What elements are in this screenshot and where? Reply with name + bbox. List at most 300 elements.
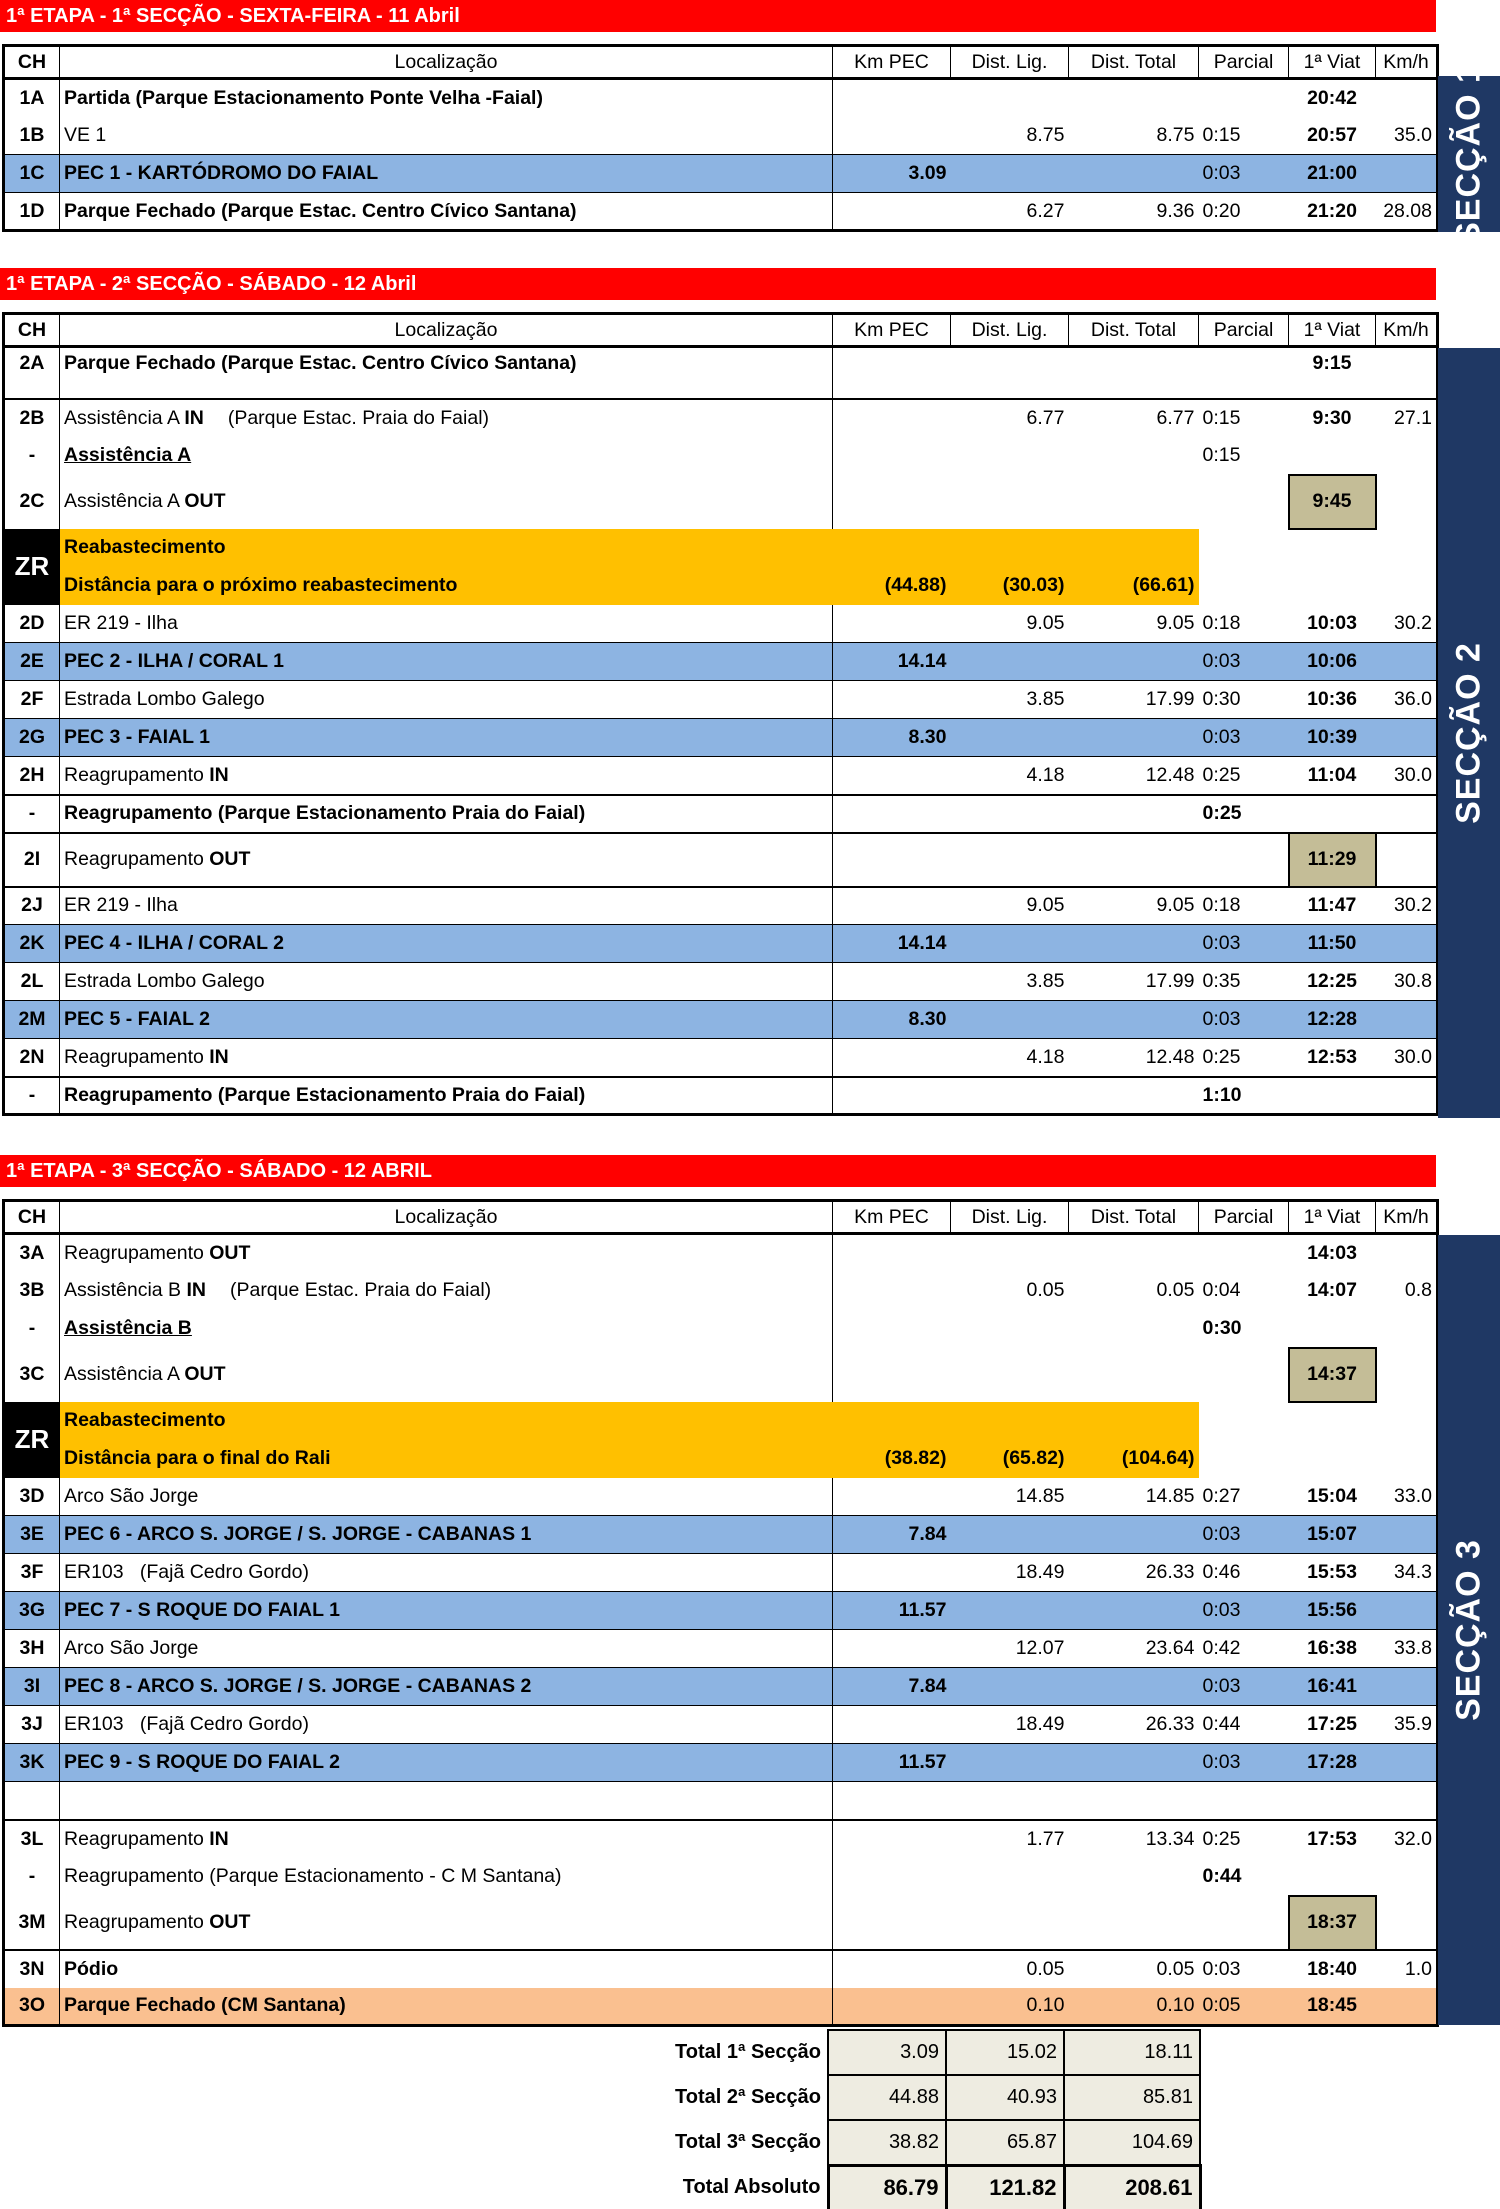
table-row xyxy=(4,795,1438,833)
viat-cell xyxy=(1289,1402,1376,1440)
ch-cell: - xyxy=(4,795,60,833)
parcial-cell: 0:03 xyxy=(1199,1001,1289,1039)
viat-cell: 11:47 xyxy=(1289,887,1376,925)
ch-cell: - xyxy=(4,437,60,475)
dist-lig-cell xyxy=(951,1001,1069,1039)
zr-label: Reabastecimento xyxy=(60,529,1199,567)
km-pec-cell xyxy=(833,347,951,399)
parcial-cell: 0:05 xyxy=(1199,1988,1289,2026)
col-parcial: Parcial xyxy=(1199,314,1289,347)
location-cell: VE 1 xyxy=(60,117,833,155)
dist-lig-cell xyxy=(951,1310,1069,1348)
ch-cell: 3E xyxy=(4,1516,60,1554)
kmh-cell xyxy=(1376,1234,1438,1272)
km-pec-cell xyxy=(833,1988,951,2026)
dist-lig-cell: 18.49 xyxy=(1015,1713,1065,1735)
location-cell xyxy=(60,1782,833,1820)
col-parcial: Parcial xyxy=(1199,46,1289,79)
location-cell xyxy=(60,1896,833,1950)
dist-total-cell: (66.61) xyxy=(1069,567,1199,605)
total-label: Total Absoluto xyxy=(682,2176,821,2198)
dist-total-cell: 12.48 xyxy=(1145,763,1195,786)
dist-total-cell xyxy=(1069,833,1199,887)
parcial-cell: 0:30 xyxy=(1202,688,1241,710)
location-cell: ER103 (Fajã Cedro Gordo) xyxy=(60,1554,833,1592)
section-2-band xyxy=(1438,348,1500,1118)
table-row xyxy=(4,1744,1438,1782)
total-label: Total 3ª Secção xyxy=(675,2131,821,2153)
location-text: Assistência A xyxy=(64,1363,185,1385)
kmh-cell xyxy=(1376,1592,1438,1630)
location-cell: PEC 3 - FAIAL 1 xyxy=(60,719,833,757)
kmh-cell xyxy=(1376,833,1438,887)
viat-cell: 10:39 xyxy=(1289,719,1376,757)
parcial-cell: 0:44 xyxy=(1202,1713,1241,1735)
ch-cell: 3H xyxy=(4,1630,60,1668)
table-row xyxy=(4,475,1438,529)
viat-cell: 21:20 xyxy=(1289,193,1376,231)
dist-total-cell: 17.99 xyxy=(1145,688,1195,710)
viat-cell: 16:41 xyxy=(1289,1668,1376,1706)
ch-cell: 1B xyxy=(4,117,60,155)
location-cell: ER103 (Fajã Cedro Gordo) xyxy=(60,1706,833,1744)
section-1-title: 1ª ETAPA - 1ª SECÇÃO - SEXTA-FEIRA - 11 Abril xyxy=(0,0,1436,32)
dist-total-cell: 0.10 xyxy=(1069,1988,1199,2026)
table-row xyxy=(4,1668,1438,1706)
location-in-out: OUT xyxy=(184,1363,226,1385)
parcial-cell xyxy=(1199,1782,1289,1820)
ch-cell: 3A xyxy=(4,1234,60,1272)
location-text: Assistência B xyxy=(64,1317,192,1339)
col-kmh: Km/h xyxy=(1376,46,1438,79)
location-cell: Arco São Jorge xyxy=(60,1630,833,1668)
kmh-cell xyxy=(1376,719,1438,757)
kmh-cell xyxy=(1376,529,1438,567)
viat-cell: 9:15 xyxy=(1312,352,1352,374)
viat-cell: 15:07 xyxy=(1289,1516,1376,1554)
parcial-cell: 0:35 xyxy=(1202,970,1241,992)
table-header xyxy=(4,46,1438,79)
parcial-cell: 0:46 xyxy=(1202,1561,1241,1583)
total-km-pec: 44.88 xyxy=(828,2075,946,2120)
ch-cell: - xyxy=(4,1310,60,1348)
kmh-cell xyxy=(1376,925,1438,963)
dist-total-cell xyxy=(1069,347,1199,399)
parcial-cell: 0:03 xyxy=(1199,155,1289,193)
viat-cell: 15:56 xyxy=(1289,1592,1376,1630)
location-text: Reagrupamento xyxy=(64,848,210,870)
ch-cell: 2E xyxy=(4,643,60,681)
ch-cell: 2A xyxy=(4,347,60,399)
table-row xyxy=(4,1782,1438,1820)
location-in-out: IN xyxy=(209,763,229,786)
section-2-band-label: SECÇÃO 2 xyxy=(1449,642,1488,824)
kmh-cell xyxy=(1376,1001,1438,1039)
ch-cell: - xyxy=(4,1858,60,1896)
col-km-pec: Km PEC xyxy=(833,314,951,347)
location-cell: Estrada Lombo Galego xyxy=(60,963,833,1001)
col-km-pec: Km PEC xyxy=(833,46,951,79)
dist-lig-cell: 1.77 xyxy=(951,1820,1069,1858)
location-in-out: OUT xyxy=(209,1910,251,1933)
location-cell xyxy=(60,1272,833,1310)
table-row xyxy=(4,1820,1438,1858)
table-row xyxy=(4,963,1438,1001)
dist-lig-cell: 6.27 xyxy=(951,193,1069,231)
location-in-out: OUT xyxy=(184,490,226,512)
dist-lig-cell: 9.05 xyxy=(1026,611,1065,634)
kmh-cell xyxy=(1376,1348,1438,1402)
viat-cell xyxy=(1289,1440,1376,1478)
total-row xyxy=(0,2120,1200,2165)
col-1a-viat: 1ª Viat xyxy=(1289,46,1376,79)
kmh-cell xyxy=(1376,475,1438,529)
dist-lig-cell xyxy=(951,1234,1069,1272)
total-dist-total: 85.81 xyxy=(1064,2075,1200,2120)
total-row xyxy=(0,2075,1200,2120)
parcial-cell: 0:03 xyxy=(1199,1668,1289,1706)
section-3-band-label: SECÇÃO 3 xyxy=(1449,1539,1488,1721)
viat-cell: 17:53 xyxy=(1289,1820,1376,1858)
section-1 xyxy=(0,0,1500,245)
table-row xyxy=(4,643,1438,681)
dist-lig-cell: 3.85 xyxy=(1026,970,1065,992)
km-pec-cell xyxy=(833,79,951,117)
total-dist-lig: 15.02 xyxy=(946,2030,1064,2075)
kmh-cell xyxy=(1376,1896,1438,1950)
dist-total-cell xyxy=(1069,1668,1199,1706)
ch-cell: 2C xyxy=(4,475,60,529)
location-in-out: OUT xyxy=(209,848,251,870)
viat-cell: 11:50 xyxy=(1289,925,1376,963)
table-row xyxy=(4,193,1438,231)
kmh-cell: 33.0 xyxy=(1376,1478,1438,1516)
total-km-pec: 3.09 xyxy=(828,2030,946,2075)
viat-cell: 12:25 xyxy=(1307,970,1357,992)
total-km-pec: 86.79 xyxy=(828,2165,946,2209)
col-1a-viat: 1ª Viat xyxy=(1289,1201,1376,1234)
km-pec-cell xyxy=(833,117,951,155)
table-row xyxy=(4,437,1438,475)
km-pec-cell xyxy=(833,1706,951,1744)
location-cell: PEC 7 - S ROQUE DO FAIAL 1 xyxy=(60,1592,833,1630)
ch-cell: 3I xyxy=(4,1668,60,1706)
km-pec-cell xyxy=(833,1554,951,1592)
section-3-table xyxy=(2,1199,1439,2027)
table-row xyxy=(4,1630,1438,1668)
location-cell: Estrada Lombo Galego xyxy=(60,681,833,719)
parcial-cell: 0:25 xyxy=(1199,1820,1289,1858)
dist-total-cell xyxy=(1069,1896,1199,1950)
dist-total-cell: 6.77 xyxy=(1069,399,1199,437)
dist-lig-cell xyxy=(951,719,1069,757)
kmh-cell xyxy=(1376,79,1438,117)
parcial-cell: 0:25 xyxy=(1199,795,1289,833)
zr-distance-label: Distância para o próximo reabastecimento xyxy=(60,567,833,605)
parcial-cell: 0:27 xyxy=(1202,1484,1241,1507)
parcial-cell: 0:15 xyxy=(1202,123,1241,146)
viat-cell: 11:29 xyxy=(1289,833,1376,887)
dist-lig-cell: (30.03) xyxy=(951,567,1069,605)
viat-cell: 18:37 xyxy=(1289,1896,1376,1950)
kmh-cell: 34.3 xyxy=(1376,1554,1438,1592)
parcial-cell: 0:18 xyxy=(1202,611,1241,634)
dist-total-cell: 23.64 xyxy=(1145,1637,1195,1659)
kmh-cell xyxy=(1376,1782,1438,1820)
location-cell: PEC 8 - ARCO S. JORGE / S. JORGE - CABANAS 2 xyxy=(60,1668,833,1706)
viat-cell: 14:37 xyxy=(1289,1348,1376,1402)
dist-lig-cell xyxy=(951,79,1069,117)
zr-row xyxy=(4,529,1438,567)
kmh-cell: 35.9 xyxy=(1376,1706,1438,1744)
table-row xyxy=(4,347,1438,399)
parcial-cell: 0:03 xyxy=(1199,1744,1289,1782)
parcial-cell xyxy=(1199,1402,1289,1440)
km-pec-cell xyxy=(833,1820,951,1858)
dist-lig-cell: 0.05 xyxy=(1026,1279,1065,1301)
dist-total-cell xyxy=(1069,475,1199,529)
dist-lig-cell: 12.07 xyxy=(1015,1637,1065,1659)
parcial-cell: 0:03 xyxy=(1199,925,1289,963)
kmh-cell: 36.0 xyxy=(1376,681,1438,719)
location-cell xyxy=(60,399,833,437)
kmh-cell: 30.2 xyxy=(1376,887,1438,925)
dist-lig-cell: (65.82) xyxy=(951,1440,1069,1478)
section-3 xyxy=(0,1155,1500,2025)
km-pec-cell: 3.09 xyxy=(833,155,951,193)
table-row xyxy=(4,79,1438,117)
ch-cell: 2G xyxy=(4,719,60,757)
location-text: Assistência A xyxy=(64,444,192,466)
dist-total-cell: 13.34 xyxy=(1069,1820,1199,1858)
table-row xyxy=(4,1858,1438,1896)
parcial-cell: 0:25 xyxy=(1202,763,1241,786)
parcial-cell xyxy=(1199,833,1289,887)
table-row xyxy=(4,1554,1438,1592)
table-row xyxy=(4,1234,1438,1272)
viat-cell xyxy=(1289,437,1376,475)
dist-lig-cell: 0.05 xyxy=(951,1950,1069,1988)
viat-cell xyxy=(1289,795,1376,833)
viat-cell: 18:45 xyxy=(1289,1988,1376,2026)
km-pec-cell xyxy=(833,757,951,795)
col-km-pec: Km PEC xyxy=(833,1201,951,1234)
table-header xyxy=(4,1201,1438,1234)
zr-badge: ZR xyxy=(4,529,60,605)
table-row xyxy=(4,1896,1438,1950)
dist-lig-cell xyxy=(951,1348,1069,1402)
dist-lig-cell xyxy=(951,1516,1069,1554)
km-pec-cell xyxy=(833,1348,951,1402)
viat-cell: 17:28 xyxy=(1289,1744,1376,1782)
kmh-cell xyxy=(1376,1858,1438,1896)
ch-cell: 2B xyxy=(4,399,60,437)
viat-cell: 9:45 xyxy=(1289,475,1376,529)
parcial-cell: 0:03 xyxy=(1199,719,1289,757)
kmh-cell xyxy=(1376,1516,1438,1554)
parcial-cell: 0:03 xyxy=(1199,643,1289,681)
parcial-cell xyxy=(1199,1896,1289,1950)
location-cell xyxy=(60,1820,833,1858)
parcial-cell xyxy=(1199,567,1289,605)
table-row xyxy=(4,1706,1438,1744)
dist-total-cell xyxy=(1069,1744,1199,1782)
location-text: Reagrupamento xyxy=(64,1241,210,1264)
parcial-cell: 0:03 xyxy=(1199,1516,1289,1554)
table-row xyxy=(4,681,1438,719)
zr-row xyxy=(4,1440,1438,1478)
ch-cell: 1A xyxy=(4,79,60,117)
dist-lig-cell: 3.85 xyxy=(1026,688,1065,710)
dist-lig-cell xyxy=(951,833,1069,887)
zr-label: Reabastecimento xyxy=(60,1402,1199,1440)
kmh-cell xyxy=(1376,1402,1438,1440)
location-text: Reagrupamento xyxy=(64,1827,210,1850)
km-pec-cell xyxy=(833,963,951,1001)
viat-cell xyxy=(1289,1077,1376,1115)
location-cell: Parque Fechado (CM Santana) xyxy=(60,1988,833,2026)
location-in-out: IN xyxy=(184,406,204,429)
location-cell xyxy=(60,757,833,795)
location-cell: Reagrupamento (Parque Estacionamento - C M Santana) xyxy=(60,1858,833,1896)
parcial-cell xyxy=(1199,475,1289,529)
location-text: Reagrupamento xyxy=(64,1045,210,1068)
dist-lig-cell xyxy=(951,925,1069,963)
km-pec-cell xyxy=(833,1630,951,1668)
parcial-cell: 0:20 xyxy=(1199,193,1289,231)
location-text: Reagrupamento xyxy=(64,1910,210,1933)
dist-total-cell xyxy=(1069,1310,1199,1348)
viat-cell xyxy=(1289,1782,1376,1820)
km-pec-cell xyxy=(833,1234,951,1272)
dist-lig-cell xyxy=(951,155,1069,193)
dist-lig-cell xyxy=(951,1077,1069,1115)
dist-total-cell xyxy=(1069,1782,1199,1820)
dist-lig-cell xyxy=(951,437,1069,475)
dist-total-cell xyxy=(1069,1516,1199,1554)
dist-lig-cell xyxy=(951,1896,1069,1950)
viat-cell xyxy=(1289,529,1376,567)
dist-lig-cell: 0.10 xyxy=(951,1988,1069,2026)
table-row xyxy=(4,605,1438,643)
parcial-cell xyxy=(1199,1234,1289,1272)
total-row xyxy=(0,2165,1200,2209)
total-label: Total 1ª Secção xyxy=(675,2041,821,2063)
dist-total-cell: 9.05 xyxy=(1069,887,1199,925)
km-pec-cell: 11.57 xyxy=(833,1592,951,1630)
col-dist-total: Dist. Total xyxy=(1069,314,1199,347)
km-pec-cell xyxy=(833,1896,951,1950)
ch-cell: 3L xyxy=(4,1820,60,1858)
kmh-cell: 33.8 xyxy=(1376,1630,1438,1668)
ch-cell xyxy=(4,1782,60,1820)
dist-total-cell: 9.36 xyxy=(1069,193,1199,231)
location-cell xyxy=(60,1310,833,1348)
col-kmh: Km/h xyxy=(1376,314,1438,347)
location-cell: PEC 2 - ILHA / CORAL 1 xyxy=(60,643,833,681)
location-in-out: OUT xyxy=(209,1241,251,1264)
kmh-cell: 30.8 xyxy=(1376,963,1438,1001)
ch-cell: 1D xyxy=(4,193,60,231)
dist-lig-cell xyxy=(951,643,1069,681)
total-dist-lig: 65.87 xyxy=(946,2120,1064,2165)
table-row xyxy=(4,1272,1438,1310)
total-dist-lig: 121.82 xyxy=(946,2165,1064,2209)
km-pec-cell xyxy=(833,193,951,231)
viat-cell: 10:36 xyxy=(1307,688,1357,710)
location-cell: Pódio xyxy=(60,1950,833,1988)
table-row xyxy=(4,1478,1438,1516)
col-dist-lig: Dist. Lig. xyxy=(951,1201,1069,1234)
dist-total-cell: 14.85 xyxy=(1145,1484,1195,1507)
location-in-out: IN xyxy=(209,1045,229,1068)
col-1a-viat: 1ª Viat xyxy=(1289,314,1376,347)
location-text: Assistência B xyxy=(64,1279,187,1301)
table-row xyxy=(4,757,1438,795)
km-pec-cell: (38.82) xyxy=(833,1440,951,1478)
dist-total-cell xyxy=(1069,1592,1199,1630)
zr-distance-label: Distância para o final do Rali xyxy=(60,1440,833,1478)
table-row xyxy=(4,117,1438,155)
ch-cell: 3N xyxy=(4,1950,60,1988)
ch-cell: - xyxy=(4,1077,60,1115)
kmh-cell xyxy=(1376,567,1438,605)
viat-cell xyxy=(1289,1310,1376,1348)
km-pec-cell xyxy=(833,605,951,643)
dist-total-cell xyxy=(1069,155,1199,193)
col-ch: CH xyxy=(4,1201,60,1234)
dist-total-cell xyxy=(1069,1234,1199,1272)
dist-total-cell: 0.05 xyxy=(1156,1279,1195,1301)
parcial-cell: 0:03 xyxy=(1199,1950,1289,1988)
viat-cell: 21:00 xyxy=(1289,155,1376,193)
dist-total-cell: 12.48 xyxy=(1145,1045,1195,1068)
dist-lig-cell: 14.85 xyxy=(1015,1484,1065,1507)
totals-table xyxy=(0,2029,1202,2209)
parcial-cell xyxy=(1199,79,1289,117)
dist-lig-cell: 8.75 xyxy=(1026,123,1065,146)
km-pec-cell xyxy=(833,1478,951,1516)
viat-cell xyxy=(1289,567,1376,605)
location-in-out: IN xyxy=(186,1279,206,1301)
location-cell: PEC 4 - ILHA / CORAL 2 xyxy=(60,925,833,963)
km-pec-cell xyxy=(833,437,951,475)
col-parcial: Parcial xyxy=(1199,1201,1289,1234)
kmh-cell: 32.0 xyxy=(1376,1820,1438,1858)
location-detail: (Parque Estac. Praia do Faial) xyxy=(227,406,490,429)
location-cell: Parque Fechado (Parque Estac. Centro Cívico Santana) xyxy=(60,347,833,399)
viat-cell: 18:40 xyxy=(1289,1950,1376,1988)
location-cell xyxy=(60,437,833,475)
parcial-cell: 0:15 xyxy=(1202,444,1241,466)
location-cell: Reagrupamento (Parque Estacionamento Praia do Faial) xyxy=(60,795,833,833)
ch-cell: 3G xyxy=(4,1592,60,1630)
ch-cell: 3K xyxy=(4,1744,60,1782)
viat-cell: 10:06 xyxy=(1289,643,1376,681)
viat-cell: 20:57 xyxy=(1307,123,1357,146)
dist-total-cell: (104.64) xyxy=(1069,1440,1199,1478)
kmh-cell: 30.0 xyxy=(1376,1039,1438,1077)
dist-total-cell xyxy=(1069,795,1199,833)
parcial-cell xyxy=(1199,1348,1289,1402)
kmh-cell xyxy=(1376,1744,1438,1782)
dist-lig-cell xyxy=(951,1782,1069,1820)
viat-cell: 20:42 xyxy=(1307,86,1357,109)
parcial-cell: 0:18 xyxy=(1199,887,1289,925)
total-dist-total: 104.69 xyxy=(1064,2120,1200,2165)
zr-row xyxy=(4,1402,1438,1440)
dist-total-cell xyxy=(1069,719,1199,757)
